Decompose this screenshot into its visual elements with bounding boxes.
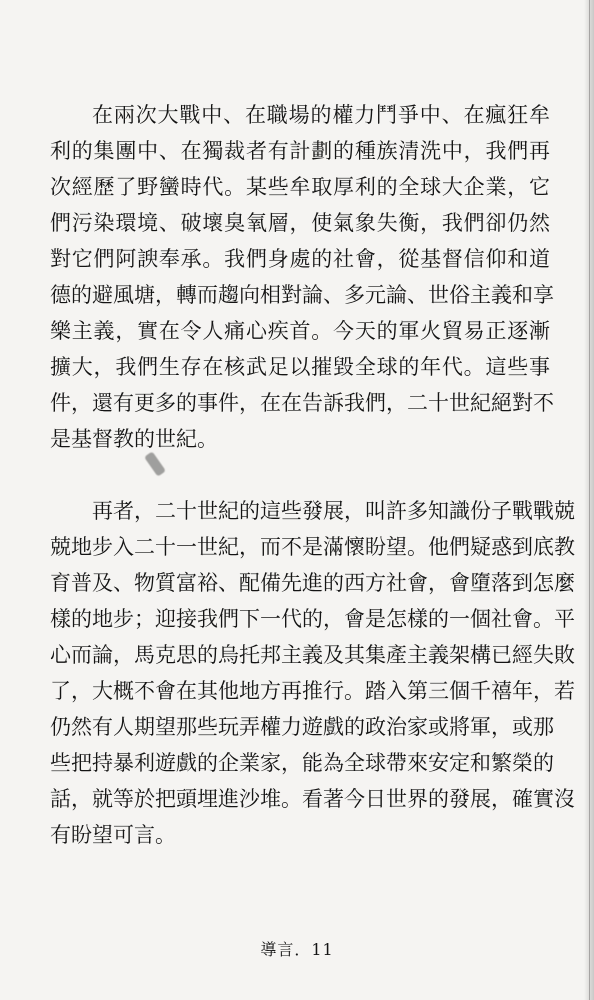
page-edge-line — [589, 0, 590, 1000]
paragraph-2-line: 兢地步入二十一世紀，而不是滿懷盼望。他們疑惑到底教 — [50, 535, 575, 559]
paragraph-2-line: 了，大概不會在其他地方再推行。踏入第三個千禧年，若 — [50, 679, 575, 703]
paragraph-1-line: 德的避風塘，轉而趨向相對論、多元論、世俗主義和享 — [50, 283, 554, 307]
paragraph-2-line: 話，就等於把頭埋進沙堆。看著今日世界的發展，確實沒 — [50, 787, 575, 811]
paragraph-1-line: 樂主義，實在令人痛心疾首。今天的軍火貿易正逐漸 — [50, 319, 550, 343]
paragraph-2-line: 仍然有人期望那些玩弄權力遊戲的政治家或將軍，或那 — [50, 715, 554, 739]
paragraph-1-line: 們污染環境、破壞臭氧層，使氣象失衡，我們卻仍然 — [50, 211, 550, 235]
paragraph-2-line: 有盼望可言。 — [50, 823, 176, 847]
paragraph-1-line: 件，還有更多的事件，在在告訴我們，二十世紀絕對不 — [50, 391, 554, 415]
paragraph-1-line: 在兩次大戰中、在職場的權力鬥爭中、在瘋狂牟 — [92, 103, 550, 127]
paragraph-1-line: 是基督教的世紀。 — [50, 427, 218, 451]
paragraph-2-line: 樣的地步；迎接我們下一代的，會是怎樣的一個社會。平 — [50, 607, 575, 631]
paragraph-1-line: 利的集團中、在獨裁者有計劃的種族清洗中，我們再 — [50, 139, 550, 163]
paragraph-2-line: 育普及、物質富裕、配備先進的西方社會，會墮落到怎麼 — [50, 571, 575, 595]
paragraph-2-line: 再者，二十世紀的這些發展，叫許多知識份子戰戰兢 — [92, 499, 575, 523]
paragraph-2-line: 些把持暴利遊戲的企業家，能為全球帶來安定和繁榮的 — [50, 751, 554, 775]
page-number: 導言．11 — [260, 940, 334, 959]
paragraph-1-line: 對它們阿諛奉承。我們身處的社會，從基督信仰和道 — [50, 247, 550, 271]
paragraph-2-line: 心而論，馬克思的烏托邦主義及其集產主義架構已經失敗 — [50, 643, 575, 667]
paragraph-2 — [50, 493, 575, 853]
paragraph-1-line: 次經歷了野蠻時代。某些牟取厚利的全球大企業，它 — [50, 175, 550, 199]
paragraph-1 — [50, 97, 554, 457]
paragraph-1-line: 擴大，我們生存在核武足以摧毀全球的年代。這些事 — [50, 355, 550, 379]
